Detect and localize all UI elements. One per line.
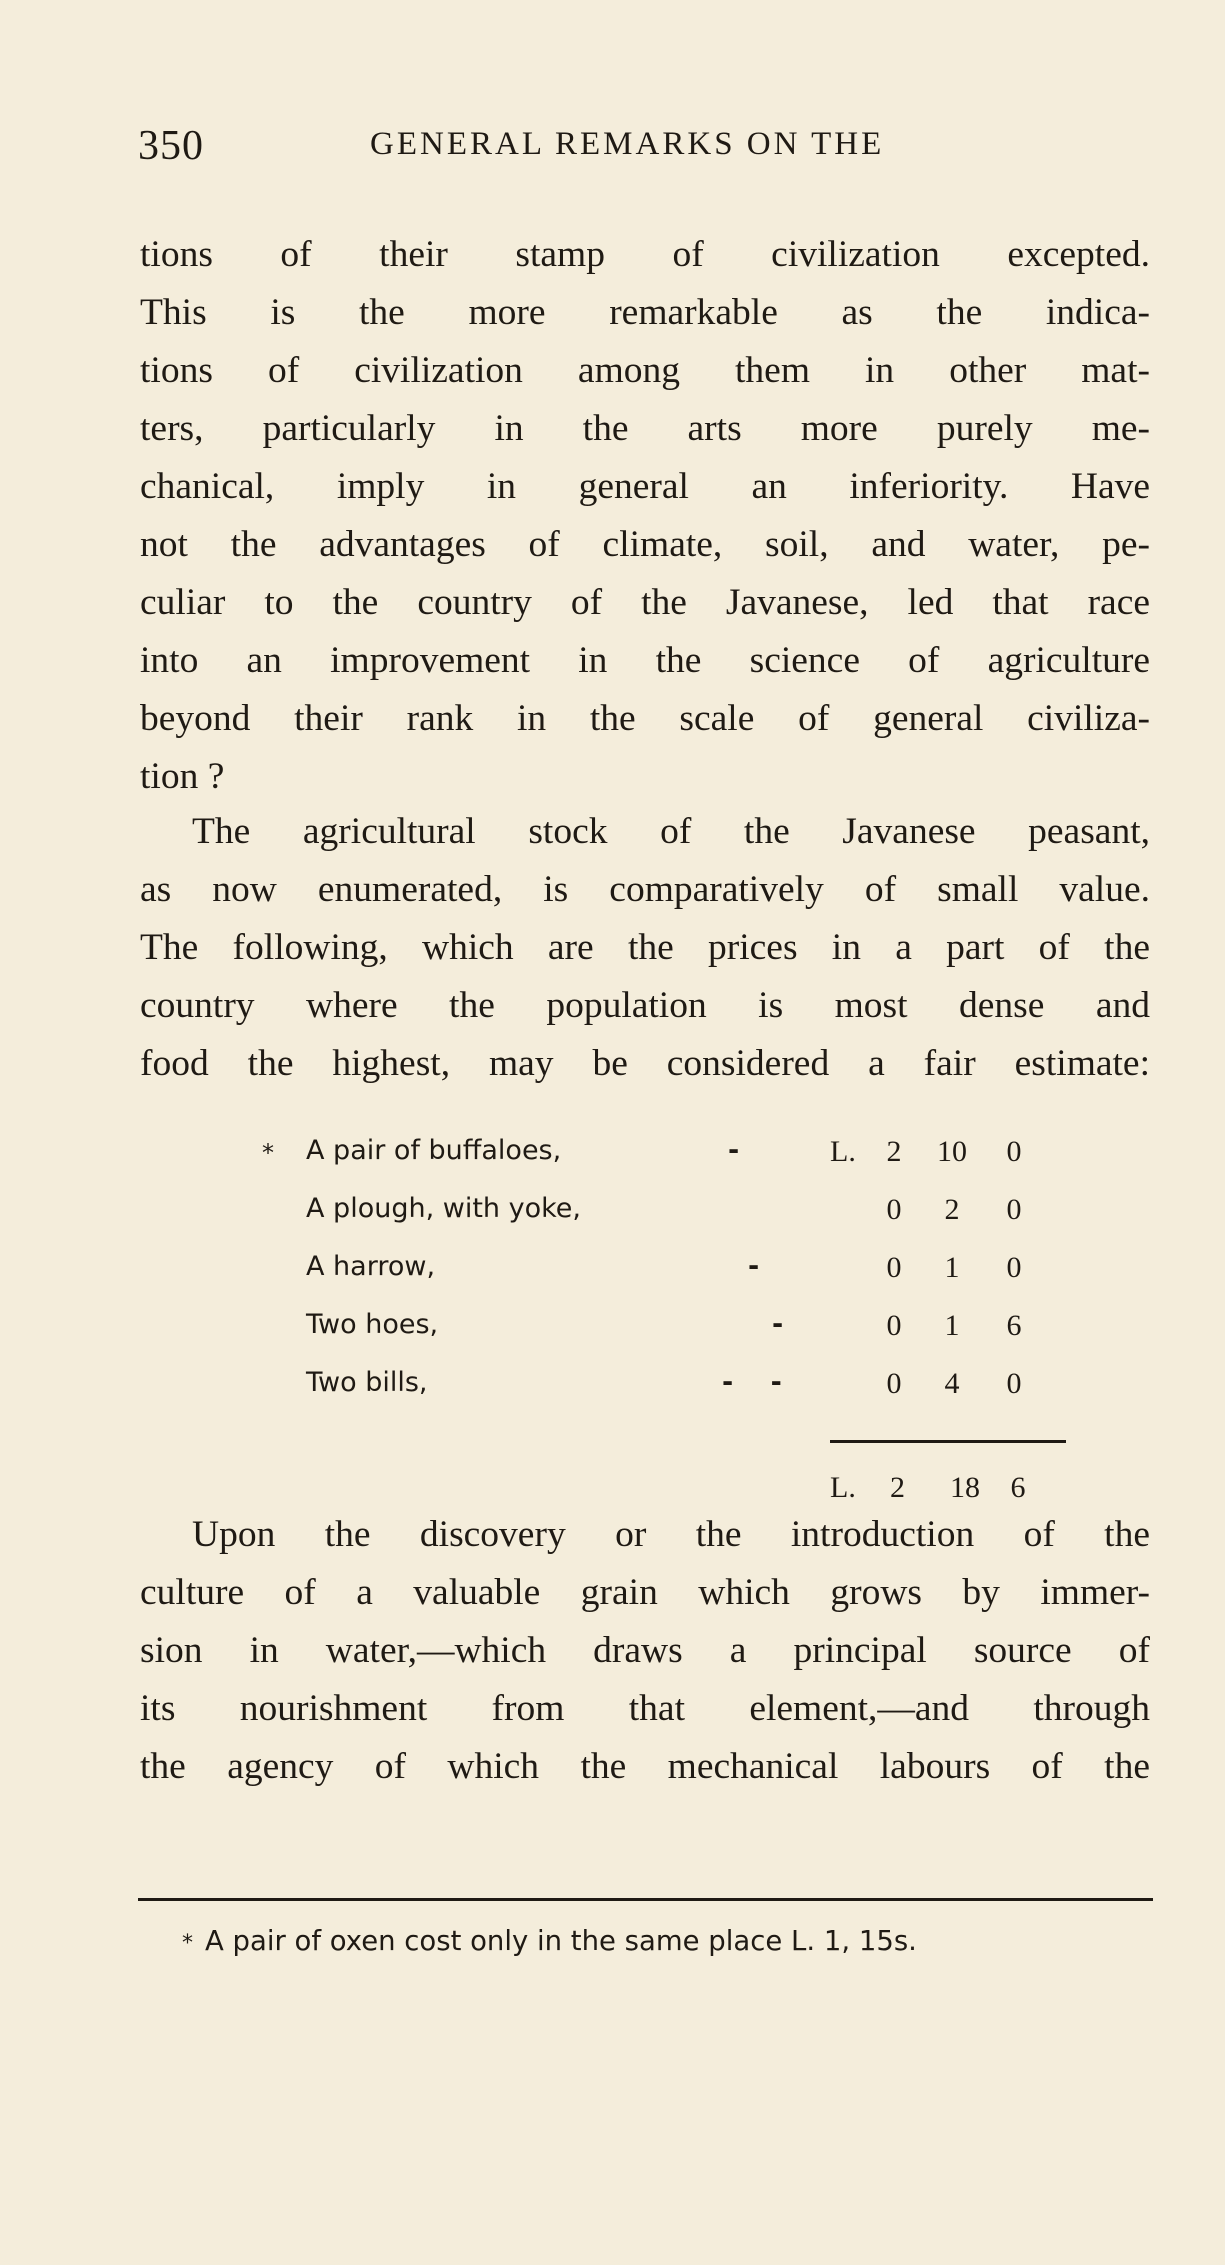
price-pence: 0 xyxy=(1006,1367,1022,1400)
paragraph-2 xyxy=(140,803,1150,1093)
text-line: sion in water,—which draws a principal source of xyxy=(140,1630,1150,1671)
price-shillings: 10 xyxy=(937,1135,967,1168)
text-line: food the highest, may be considered a fair estimate: xyxy=(140,1043,1150,1084)
price-shillings: 2 xyxy=(944,1193,960,1226)
price-pounds: 2 xyxy=(886,1135,902,1168)
text-line: The agricultural stock of the Javanese peasant, xyxy=(192,811,1150,852)
text-line: The following, which are the prices in a part of the xyxy=(140,927,1150,968)
footnote-marker: * xyxy=(262,1139,274,1167)
price-pounds: 0 xyxy=(886,1193,902,1226)
text-line: the agency of which the mechanical labours of the xyxy=(140,1746,1150,1787)
price-table xyxy=(240,1135,1040,1425)
price-item: A pair of buffaloes, xyxy=(306,1135,562,1166)
paragraph-3 xyxy=(140,1506,1150,1796)
total-pounds: 2 xyxy=(890,1471,905,1504)
text-line: ters, particularly in the arts more purely me- xyxy=(140,408,1150,449)
price-row xyxy=(240,1367,1040,1425)
paragraph-1 xyxy=(140,226,1150,806)
page-number: 350 xyxy=(138,123,204,169)
price-pence: 0 xyxy=(1006,1193,1022,1226)
total-pence: 6 xyxy=(1010,1471,1026,1504)
price-item: Two bills, xyxy=(306,1367,428,1398)
price-pounds: 0 xyxy=(886,1367,902,1400)
text-line: culture of a valuable grain which grows by immer- xyxy=(140,1572,1150,1613)
footnote-marker: * xyxy=(182,1931,193,1956)
text-line: tions of civilization among them in other mat- xyxy=(140,350,1150,391)
text-line: chanical, imply in general an inferiority. Have xyxy=(140,466,1150,507)
leader-dashes: - xyxy=(772,1309,784,1340)
footnote-rule xyxy=(138,1898,1153,1901)
price-row xyxy=(240,1251,1040,1309)
currency-label: L. xyxy=(830,1135,856,1168)
running-head: GENERAL REMARKS ON THE xyxy=(370,126,885,162)
footnote-text: A pair of oxen cost only in the same place L. 1, 15s. xyxy=(205,1925,917,1957)
price-item: Two hoes, xyxy=(306,1309,439,1340)
text-line: Upon the discovery or the introduction of the xyxy=(192,1514,1150,1555)
text-line: tions of their stamp of civilization excepted. xyxy=(140,234,1150,275)
text-line: into an improvement in the science of agriculture xyxy=(140,640,1150,681)
price-shillings: 4 xyxy=(944,1367,960,1400)
text-line: not the advantages of climate, soil, and water, pe- xyxy=(140,524,1150,565)
price-pence: 0 xyxy=(1006,1251,1022,1284)
text-line: tion ? xyxy=(140,756,225,797)
total-currency: L. xyxy=(830,1471,856,1504)
price-shillings: 1 xyxy=(944,1309,960,1342)
price-total xyxy=(830,1471,1040,1505)
text-line: as now enumerated, is comparatively of small value. xyxy=(140,869,1150,910)
text-line: This is the more remarkable as the indica- xyxy=(140,292,1150,333)
leader-dashes: - xyxy=(748,1251,760,1282)
total-rule xyxy=(830,1440,1066,1443)
text-line: beyond their rank in the scale of general civiliza- xyxy=(140,698,1150,739)
price-item: A harrow, xyxy=(306,1251,436,1282)
price-pence: 6 xyxy=(1006,1309,1022,1342)
price-item: A plough, with yoke, xyxy=(306,1193,581,1224)
text-line: culiar to the country of the Javanese, led that race xyxy=(140,582,1150,623)
text-line: country where the population is most dense and xyxy=(140,985,1150,1026)
price-pounds: 0 xyxy=(886,1309,902,1342)
price-row xyxy=(240,1193,1040,1251)
total-shillings: 18 xyxy=(950,1471,980,1504)
price-row xyxy=(240,1135,1040,1193)
leader-dashes: - xyxy=(728,1135,740,1166)
price-row xyxy=(240,1309,1040,1367)
price-pounds: 0 xyxy=(886,1251,902,1284)
price-pence: 0 xyxy=(1006,1135,1022,1168)
text-line: its nourishment from that element,—and through xyxy=(140,1688,1150,1729)
footnote xyxy=(182,1925,917,1957)
price-shillings: 1 xyxy=(944,1251,960,1284)
leader-dashes: - - xyxy=(722,1367,782,1398)
